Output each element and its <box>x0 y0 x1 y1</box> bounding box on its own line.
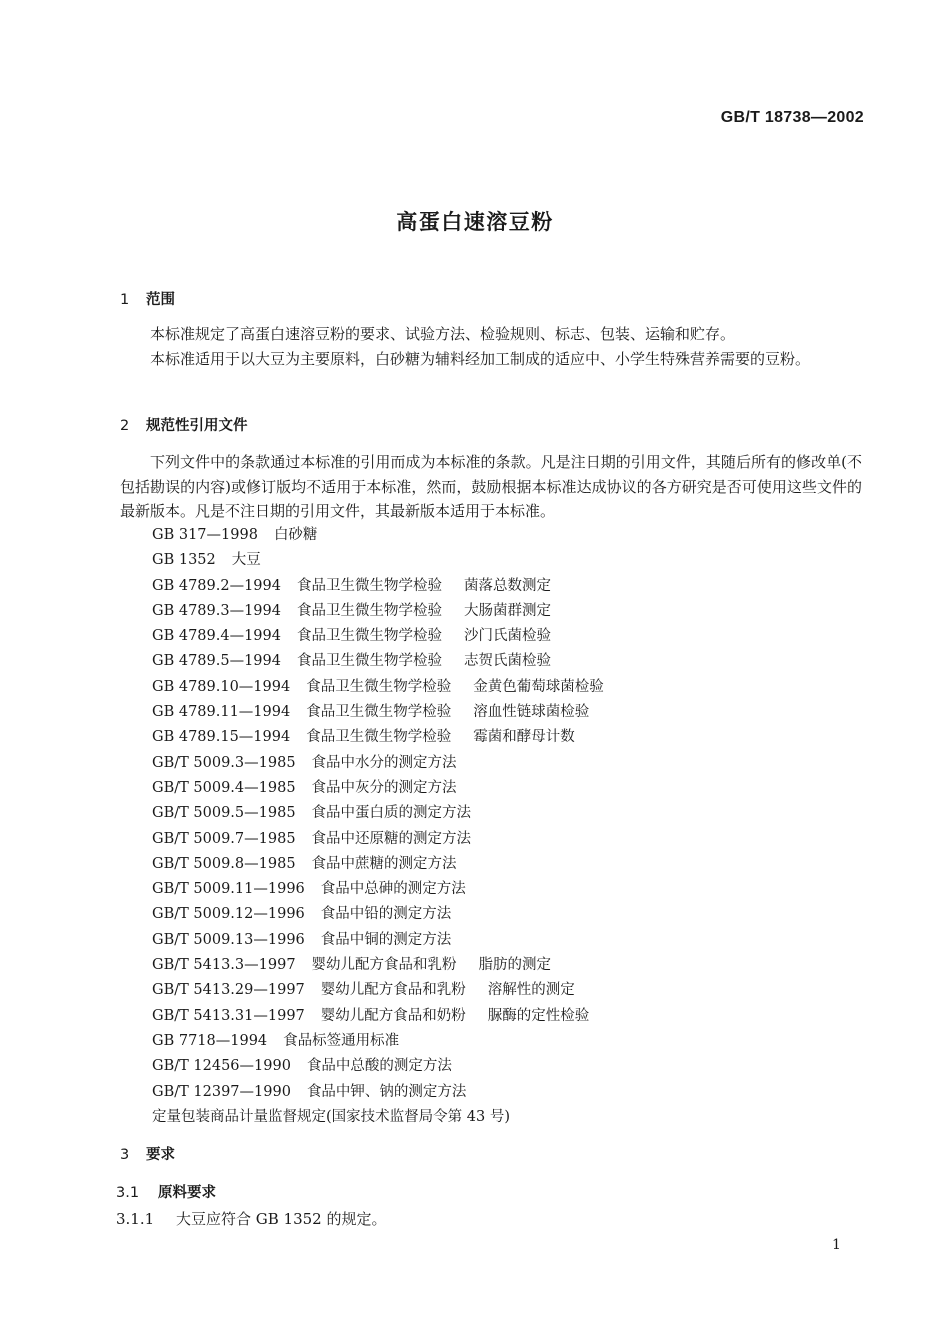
reference-title: 食品中铅的测定方法 <box>320 906 452 923</box>
document-title: 高蛋白速溶豆粉 <box>396 210 554 234</box>
reference-subtitle: 金黄色葡萄球菌检验 <box>473 678 604 695</box>
reference-code: GB 4789.15—1994 <box>152 729 291 746</box>
reference-title: 食品卫生微生物学检验 <box>306 729 452 746</box>
reference-item <box>152 574 604 599</box>
reference-subtitle: 大肠菌群测定 <box>464 602 551 619</box>
reference-code: GB 317—1998 <box>152 527 258 543</box>
subsection-title: 原料要求 <box>158 1185 216 1201</box>
clause-text: 大豆应符合 GB 1352 的规定。 <box>176 1210 387 1228</box>
reference-item <box>152 1080 604 1105</box>
reference-title: 食品卫生微生物学检验 <box>297 653 442 670</box>
reference-code: GB 1352 <box>152 552 216 569</box>
reference-item <box>152 877 604 902</box>
reference-item <box>152 649 604 674</box>
reference-item <box>152 1004 604 1029</box>
reference-code: 定量包装商品计量监督规定(国家技术监督局令第 43 号) <box>152 1108 510 1125</box>
reference-title: 食品中总砷的测定方法 <box>320 881 466 898</box>
reference-title: 婴幼儿配方食品和乳粉 <box>311 957 457 974</box>
reference-item <box>152 1029 604 1054</box>
reference-title: 食品中灰分的测定方法 <box>311 779 457 796</box>
reference-item <box>152 624 604 649</box>
reference-title: 食品中蔗糖的测定方法 <box>311 855 457 872</box>
clause-3-1-1 <box>116 1208 386 1229</box>
reference-title: 食品中还原糖的测定方法 <box>311 830 472 847</box>
reference-title: 白砂糖 <box>273 527 318 543</box>
reference-code: GB/T 5009.7—1985 <box>152 830 296 847</box>
reference-title: 食品标签通用标准 <box>283 1032 400 1049</box>
reference-subtitle: 溶解性的测定 <box>487 982 575 999</box>
reference-title: 婴幼儿配方食品和乳粉 <box>320 982 466 999</box>
reference-item <box>152 902 604 927</box>
section-title: 要求 <box>146 1147 175 1163</box>
reference-item <box>152 751 604 776</box>
reference-item <box>152 675 604 700</box>
scope-paragraph-1: 本标准规定了高蛋白速溶豆粉的要求、试验方法、检验规则、标志、包装、运输和贮存。 <box>150 325 736 343</box>
reference-title: 婴幼儿配方食品和奶粉 <box>320 1007 466 1024</box>
reference-item <box>152 978 604 1003</box>
subsection-3-1-heading <box>116 1181 216 1202</box>
reference-title: 食品中水分的测定方法 <box>311 754 457 771</box>
reference-title: 食品中蛋白质的测定方法 <box>311 805 472 822</box>
reference-subtitle: 溶血性链球菌检验 <box>473 704 590 721</box>
refs-intro-paragraph: 下列文件中的条款通过本标准的引用而成为本标准的条款。凡是注日期的引用文件，其随后所有的修改单(不包括勘误的内容)或修订版均不适用于本标准，然而，鼓励根据本标准达成协议的各方研究是否可使用这些文件的最新版本。凡是不注日期的引用文件，其最新版本适用于本标准。 <box>120 453 862 520</box>
subsection-number: 3.1 <box>116 1185 140 1201</box>
reference-title: 食品卫生微生物学检验 <box>297 577 442 594</box>
section-number: 3 <box>120 1147 130 1163</box>
reference-code: GB/T 5009.4—1985 <box>152 779 296 796</box>
reference-code: GB/T 5009.8—1985 <box>152 855 296 872</box>
standard-code: GB/T 18738—2002 <box>720 109 864 126</box>
reference-item <box>152 928 604 953</box>
reference-code: GB/T 5009.13—1996 <box>152 931 305 948</box>
section-2-heading <box>120 414 248 435</box>
section-3-heading <box>120 1143 175 1164</box>
reference-item <box>152 599 604 624</box>
reference-title: 食品卫生微生物学检验 <box>297 628 442 645</box>
reference-code: GB/T 5009.12—1996 <box>152 906 305 923</box>
reference-code: GB/T 5413.31—1997 <box>152 1007 305 1024</box>
section-title: 范围 <box>146 292 175 308</box>
reference-item <box>152 700 604 725</box>
reference-item <box>152 1054 604 1079</box>
reference-code: GB/T 5009.3—1985 <box>152 754 296 771</box>
reference-code: GB/T 5413.3—1997 <box>152 957 296 974</box>
reference-item <box>152 1105 604 1130</box>
reference-code: GB 4789.11—1994 <box>152 704 291 721</box>
reference-code: GB/T 5009.5—1985 <box>152 805 296 822</box>
reference-code: GB/T 12397—1990 <box>152 1083 291 1100</box>
reference-item <box>152 548 604 573</box>
reference-code: GB/T 12456—1990 <box>152 1058 291 1075</box>
clause-number: 3.1.1 <box>116 1210 155 1228</box>
reference-code: GB 7718—1994 <box>152 1032 268 1049</box>
reference-item <box>152 523 604 548</box>
reference-title: 大豆 <box>231 552 261 569</box>
reference-item <box>152 801 604 826</box>
reference-title: 食品卫生微生物学检验 <box>297 602 442 619</box>
section-number: 2 <box>120 418 130 434</box>
reference-code: GB 4789.4—1994 <box>152 628 281 645</box>
reference-item <box>152 953 604 978</box>
reference-subtitle: 志贺氏菌检验 <box>464 653 551 670</box>
reference-list <box>152 523 604 1130</box>
reference-title: 食品卫生微生物学检验 <box>306 704 452 721</box>
section-number: 1 <box>120 292 130 308</box>
reference-code: GB 4789.2—1994 <box>152 577 281 594</box>
reference-item <box>152 776 604 801</box>
reference-code: GB/T 5009.11—1996 <box>152 881 305 898</box>
reference-subtitle: 菌落总数测定 <box>464 577 551 594</box>
reference-subtitle: 沙门氏菌检验 <box>464 628 551 645</box>
reference-subtitle: 霉菌和酵母计数 <box>473 729 575 746</box>
reference-code: GB 4789.10—1994 <box>152 678 291 695</box>
reference-title: 食品中总酸的测定方法 <box>306 1058 452 1075</box>
reference-code: GB/T 5413.29—1997 <box>152 982 305 999</box>
section-1-heading <box>120 288 175 309</box>
section-title: 规范性引用文件 <box>146 418 248 434</box>
reference-code: GB 4789.5—1994 <box>152 653 281 670</box>
scope-paragraph-2: 本标准适用于以大豆为主要原料，白砂糖为辅料经加工制成的适应中、小学生特殊营养需要的豆粉。 <box>150 350 811 368</box>
reference-title: 食品卫生微生物学检验 <box>306 678 452 695</box>
reference-title: 食品中钾、钠的测定方法 <box>306 1083 467 1100</box>
page-number: 1 <box>832 1237 841 1253</box>
reference-subtitle: 脲酶的定性检验 <box>487 1007 590 1024</box>
reference-code: GB 4789.3—1994 <box>152 602 281 619</box>
reference-subtitle: 脂肪的测定 <box>478 957 552 974</box>
reference-item <box>152 852 604 877</box>
reference-item <box>152 827 604 852</box>
reference-title: 食品中铜的测定方法 <box>320 931 452 948</box>
reference-item <box>152 725 604 750</box>
